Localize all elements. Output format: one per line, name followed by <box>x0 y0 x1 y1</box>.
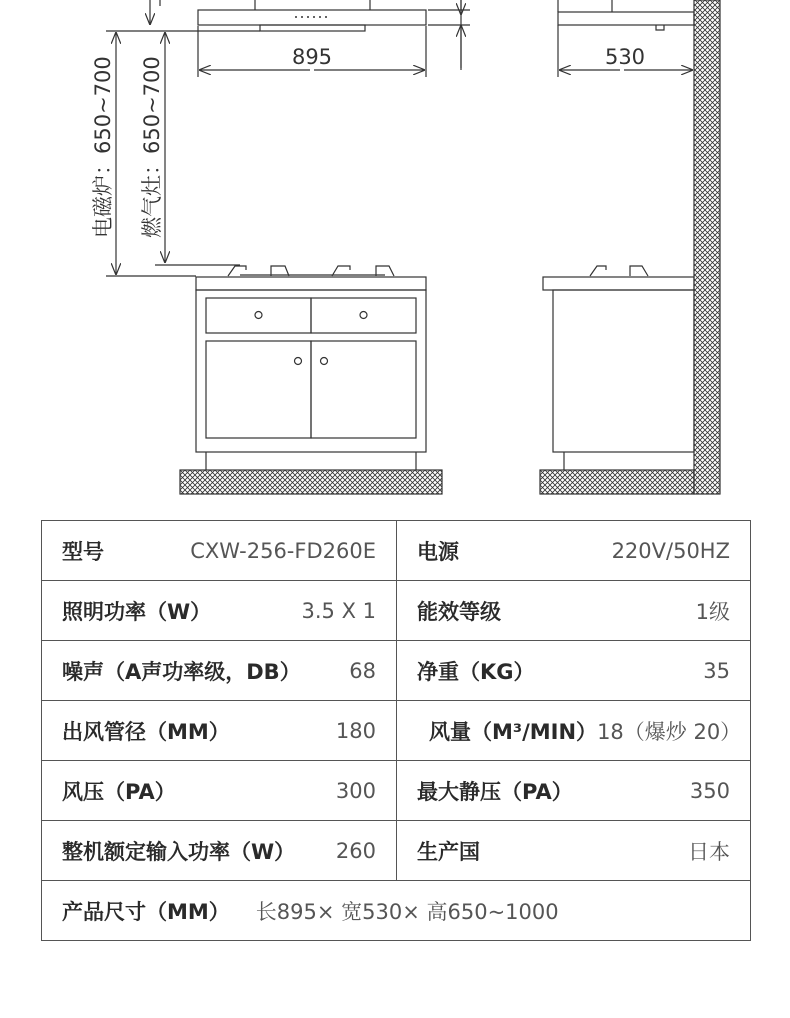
height-gas-label: 燃气灶：650~700 <box>140 56 164 238</box>
spec-value: 长895× 宽530× 高650~1000 <box>255 899 559 924</box>
floor-hatch-front <box>180 470 442 494</box>
width-895-label: 895 <box>291 45 333 69</box>
spec-label: 电源 <box>417 539 459 564</box>
spec-value: 300 <box>335 778 376 803</box>
burner-supports-front <box>228 266 394 276</box>
spec-label: 整机额定输入功率（W） <box>62 839 296 864</box>
cabinet-side <box>543 277 694 470</box>
spec-label: 产品尺寸（MM） <box>62 899 230 924</box>
spec-label: 照明功率（W） <box>62 599 212 624</box>
spec-label: 噪声（A声功率级，DB） <box>62 659 301 684</box>
spec-value: 1级 <box>695 599 730 624</box>
spec-value: 3.5 X 1 <box>301 598 376 623</box>
floor-hatch-side <box>540 470 694 494</box>
wall-hatch <box>694 0 720 494</box>
spec-cell-power-supply <box>397 521 751 581</box>
spec-cell-input-power <box>42 821 397 881</box>
spec-label: 型号 <box>62 539 104 564</box>
table-row <box>42 881 751 941</box>
table-row <box>42 761 751 821</box>
spec-cell-lighting-power <box>42 581 397 641</box>
height-induction-label: 电磁炉：650~700 <box>91 56 115 238</box>
table-row <box>42 581 751 641</box>
range-hood-side <box>558 0 694 30</box>
spec-cell-model <box>42 521 397 581</box>
cabinet-front <box>196 277 426 470</box>
table-row <box>42 821 751 881</box>
spec-label: 净重（KG） <box>417 659 535 684</box>
table-row <box>42 701 751 761</box>
spec-value: 180 <box>335 718 376 743</box>
spec-value: 18（爆炒 20） <box>597 719 742 744</box>
spec-cell-product-size <box>42 881 751 941</box>
spec-cell-efficiency-grade <box>397 581 751 641</box>
spec-cell-net-weight <box>397 641 751 701</box>
spec-table <box>41 520 751 941</box>
spec-value: CXW-256-FD260E <box>190 538 376 563</box>
spec-label: 风量（M³/MIN） <box>429 719 598 744</box>
spec-value: 350 <box>689 778 730 803</box>
spec-value: 260 <box>335 838 376 863</box>
spec-cell-air-volume <box>397 701 751 761</box>
spec-cell-origin <box>397 821 751 881</box>
spec-label: 出风管径（MM） <box>62 719 230 744</box>
spec-value: 日本 <box>688 839 730 864</box>
height-dimension-lines <box>106 31 260 276</box>
spec-label: 最大静压（PA） <box>417 779 573 804</box>
burner-supports-side <box>590 266 648 276</box>
spec-value: 35 <box>703 658 730 683</box>
spec-value: 68 <box>349 658 376 683</box>
spec-label: 能效等级 <box>417 599 501 624</box>
range-hood-front <box>160 0 426 31</box>
table-row <box>42 521 751 581</box>
spec-cell-noise <box>42 641 397 701</box>
table-row <box>42 641 751 701</box>
width-530-label: 530 <box>604 45 646 69</box>
spec-label: 风压（PA） <box>62 779 176 804</box>
side-view <box>540 0 720 494</box>
spec-label: 生产国 <box>417 839 480 864</box>
spec-cell-wind-pressure <box>42 761 397 821</box>
spec-cell-max-static-pressure <box>397 761 751 821</box>
spec-cell-outlet-diameter <box>42 701 397 761</box>
spec-value: 220V/50HZ <box>611 538 730 563</box>
